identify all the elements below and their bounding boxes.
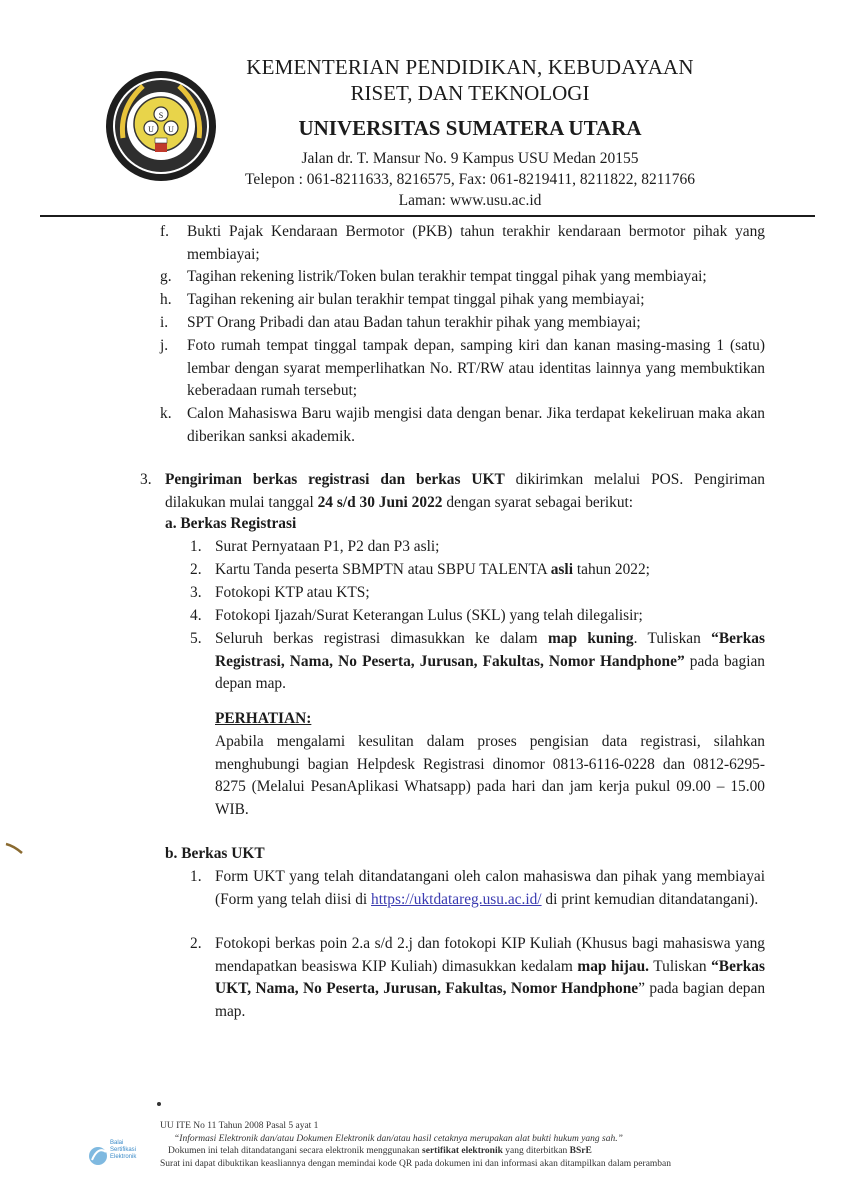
footer-qr-note: Surat ini dapat dibuktikan keasliannya dengan memindai kode QR pada dokumen ini dan informasi akan ditampilkan dalam peramban (160, 1158, 672, 1169)
registrasi-item-5-bold-1: map kuning (547, 630, 634, 647)
registrasi-item-5-text: Seluruh berkas registrasi dimasukkan ke dalam (215, 630, 548, 647)
registrasi-item-4: Fotokopi Ijazah/Surat Keterangan Lulus (SKL) yang telah dilegalisir; (215, 607, 643, 624)
list-marker-f: f. (160, 223, 169, 240)
footer-quote: “Informasi Elektronik dan/atau Dokumen Elektronik dan/atau hasil cetaknya merupakan alat bukti hukum yang sah.” (174, 1133, 623, 1144)
section-3-text: dikirimkan melalui POS. Pengiriman dilakukan mulai tanggal (165, 471, 766, 511)
website: Laman: www.usu.ac.id (398, 192, 542, 209)
svg-text:U: U (148, 125, 154, 134)
ministry-line-2: RISET, DAN TEKNOLOGI (350, 81, 590, 105)
registrasi-marker-3: 3. (190, 584, 202, 601)
list-item-i: SPT Orang Pribadi dan atau Badan tahun terakhir pihak yang membiayai; (187, 314, 641, 331)
registrasi-item-2-text: Kartu Tanda peserta SBMPTN atau SBPU TALENTA (215, 561, 551, 578)
list-marker-g: g. (160, 268, 172, 285)
registrasi-item-2 (215, 559, 765, 582)
university-name: UNIVERSITAS SUMATERA UTARA (298, 116, 642, 140)
ukt-item-2-bold-2: “Berkas UKT, Nama, No Peserta, Jurusan, Fakultas, Nomor Handphone (215, 957, 765, 997)
list-item-k: Calon Mahasiswa Baru wajib mengisi data dengan benar. Jika terdapat kekeliruan maka akan diberikan sanksi akademik. (187, 405, 765, 445)
ministry-line-1: KEMENTERIAN PENDIDIKAN, KEBUDAYAAN (246, 55, 694, 79)
ukt-item-2-text: Fotokopi berkas poin 2.a s/d 2.j dan fotokopi KIP Kuliah (Khusus bagi mahasiswa yang mendapatkan beasiswa KIP Kuliah) dimasukkan kedalam (215, 935, 765, 975)
scan-dot (155, 1100, 163, 1108)
registrasi-marker-5: 5. (190, 630, 202, 647)
section-3-text-end: dengan syarat sebagai berikut: (442, 493, 634, 511)
scan-mark (4, 840, 26, 856)
berkas-registrasi-heading: a. Berkas Registrasi (165, 515, 297, 532)
section-3-number: 3. (140, 471, 152, 488)
list-marker-k: k. (160, 405, 172, 422)
phone-fax: Telepon : 061-8211633, 8216575, Fax: 061-8219411, 8211822, 8211766 (245, 171, 695, 188)
registrasi-marker-1: 1. (190, 538, 202, 555)
berkas-ukt-heading: b. Berkas UKT (165, 845, 265, 862)
registrasi-item-5 (215, 628, 765, 696)
list-marker-j: j. (160, 337, 169, 354)
list-marker-i: i. (160, 314, 169, 331)
bsre-label-1: Balai (110, 1140, 124, 1146)
list-marker-h: h. (160, 291, 172, 308)
ukt-marker-2: 2. (190, 935, 202, 952)
svg-text:S: S (158, 111, 164, 120)
footer-signed-bold-2: BSrE (569, 1146, 592, 1156)
registrasi-item-2-bold: asli (550, 561, 573, 578)
list-item-g: Tagihan rekening listrik/Token bulan terakhir tempat tinggal pihak yang membiayai; (187, 268, 707, 285)
ukt-item-2-text-mid: Tuliskan (649, 957, 712, 975)
footer (160, 1120, 780, 1170)
registrasi-item-5-text-end: pada bagian depan map. (215, 652, 765, 692)
registrasi-item-1: Surat Pernyataan P1, P2 dan P3 asli; (215, 538, 440, 555)
ukt-item-1-text: Form UKT yang telah ditandatangani oleh calon mahasiswa dan pihak yang membiayai (Form yang telah diisi di (215, 868, 765, 908)
registrasi-marker-2: 2. (190, 561, 202, 578)
footer-law: UU ITE No 11 Tahun 2008 Pasal 5 ayat 1 (160, 1121, 319, 1131)
footer-signed-text: Dokumen ini telah ditandatangani secara elektronik menggunakan (168, 1146, 423, 1156)
address: Jalan dr. T. Mansur No. 9 Kampus USU Medan 20155 (301, 150, 639, 167)
list-item-j: Foto rumah tempat tinggal tampak depan, samping kiri dan kanan masing-masing 1 (satu) lembar dengan syarat memperlihatkan No. RT/RW atau identitas lainnya yang membuktikan keberadaan rumah tersebut; (187, 337, 765, 399)
registrasi-marker-4: 4. (190, 607, 202, 624)
registrasi-item-2-text-end: tahun 2022; (572, 561, 650, 578)
ukt-marker-1: 1. (190, 868, 202, 885)
footer-signed-mid: yang diterbitkan (502, 1146, 570, 1156)
ukt-item-1 (215, 866, 765, 911)
perhatian-text: Apabila mengalami kesulitan dalam proses pengisian data registrasi, silahkan menghubungi bagian Helpdesk Registrasi dinomor 0813-6116-0228 dan 0812-6295-8275 (Melalui PesanAplikasi Whatsapp) pada hari dan jam kerja pukul 09.00 – 15.00 WIB. (215, 733, 765, 818)
bsre-label (110, 1140, 136, 1161)
letterhead-divider (40, 215, 815, 217)
registrasi-item-5-bold-2: “Berkas Registrasi, Nama, No Peserta, Jurusan, Fakultas, Nomor Handphone” (215, 630, 765, 670)
ukt-item-2-text-end: ” pada bagian depan map. (215, 980, 766, 1020)
bsre-label-3: Elektronik (110, 1154, 137, 1160)
footer-signed-bold-1: sertifikat elektronik (422, 1146, 503, 1156)
section-3-lead: Pengiriman berkas registrasi dan berkas UKT (165, 471, 505, 488)
registrasi-item-5-text-mid: . Tuliskan (633, 630, 712, 647)
registrasi-item-3: Fotokopi KTP atau KTS; (215, 584, 370, 601)
ukt-item-2-bold-1: map hijau. (577, 957, 650, 975)
footer-signed (160, 1145, 780, 1158)
university-logo (103, 68, 219, 188)
list-item-f: Bukti Pajak Kendaraan Bermotor (PKB) tahun terakhir kendaraan bermotor pihak yang membiayai; (187, 223, 765, 263)
letterhead (220, 54, 720, 211)
perhatian-heading: PERHATIAN: (215, 710, 312, 727)
section-3-dates: 24 s/d 30 Juni 2022 (317, 493, 443, 511)
section-3-paragraph (165, 469, 765, 514)
bsre-label-2: Sertifikasi (110, 1147, 137, 1153)
svg-text:U: U (168, 125, 174, 134)
ukt-item-2 (215, 933, 765, 1023)
ukt-data-link[interactable]: https://uktdatareg.usu.ac.id/ (371, 890, 542, 908)
list-item-h: Tagihan rekening air bulan terakhir tempat tinggal pihak yang membiayai; (187, 291, 645, 308)
ukt-item-1-text-end: di print kemudian ditandatangani). (541, 890, 759, 908)
